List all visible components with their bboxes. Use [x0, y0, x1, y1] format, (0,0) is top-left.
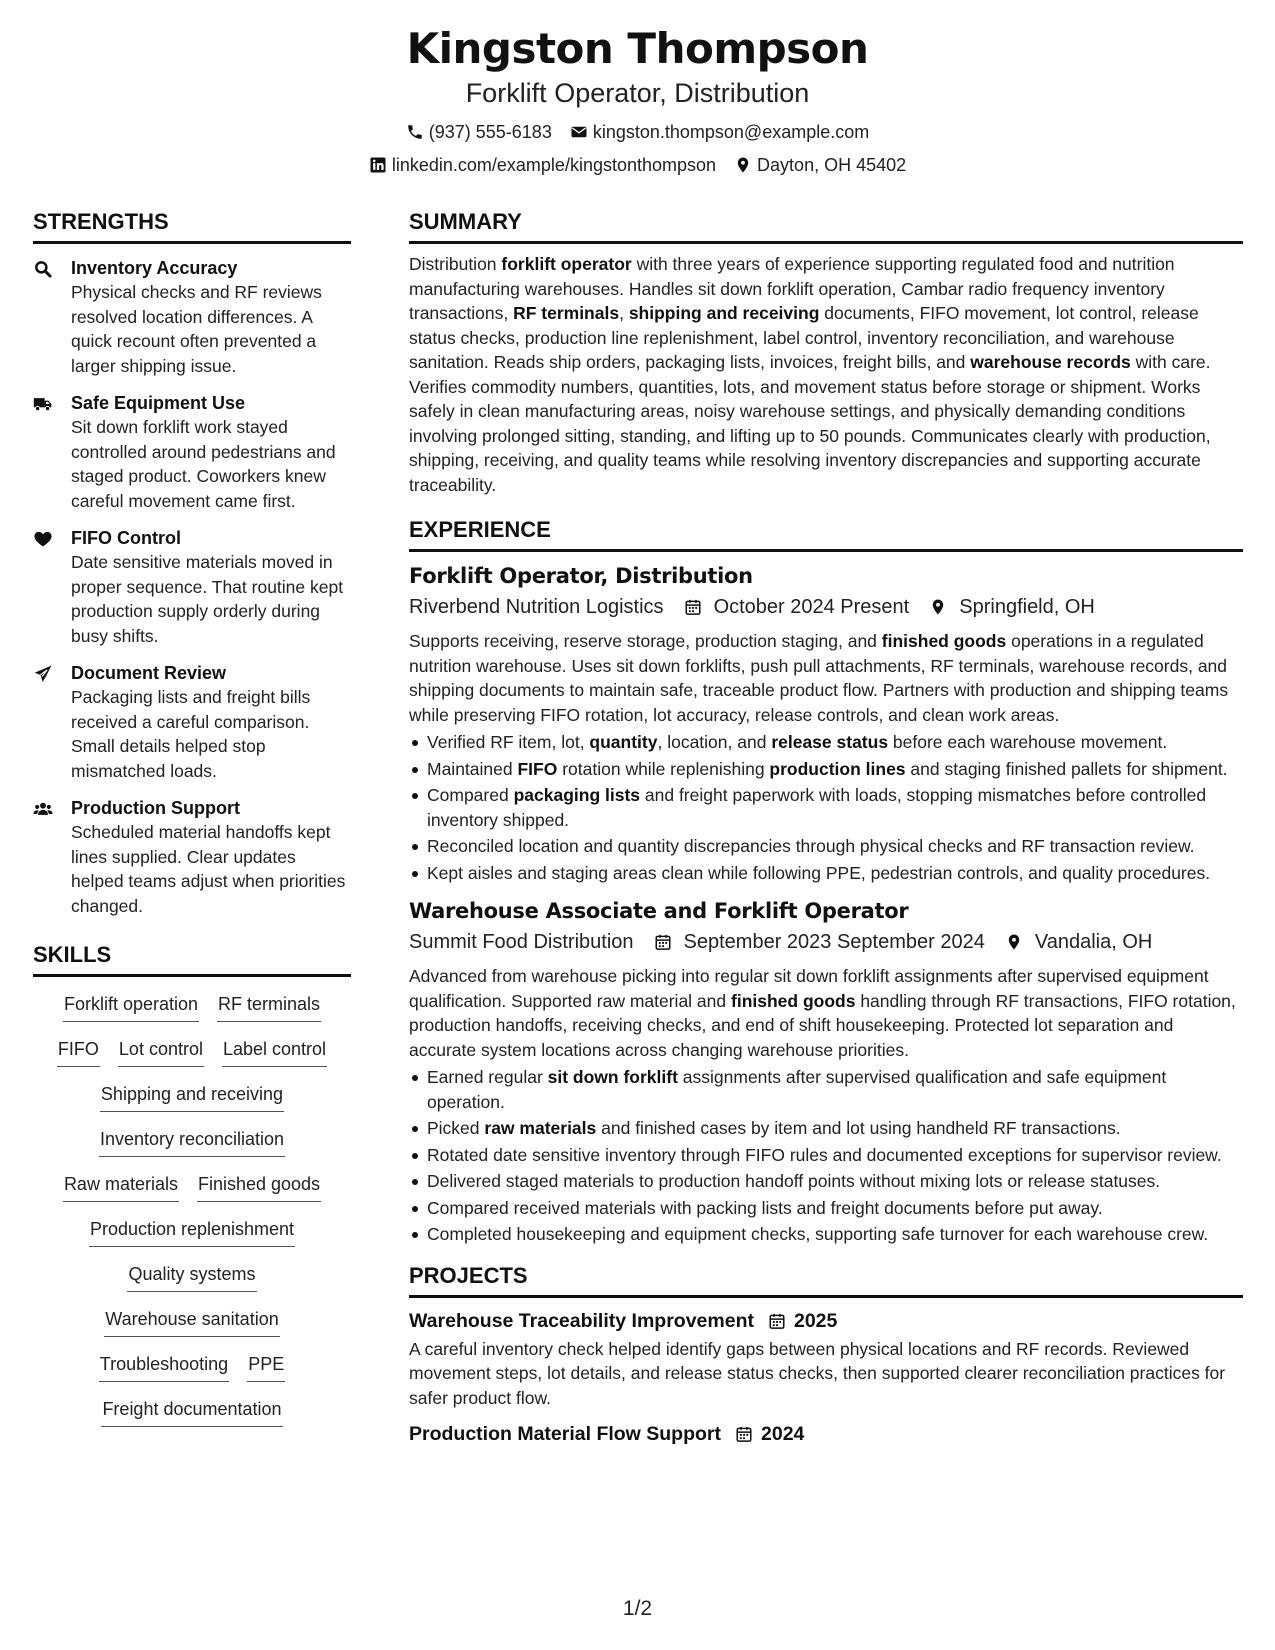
phone-text: (937) 555-6183: [428, 122, 552, 142]
email-text[interactable]: kingston.thompson@example.com: [592, 122, 870, 142]
job-bullet: Compared packaging lists and freight paperwork with loads, stopping mismatches before controlled inventory shipped.: [409, 783, 1243, 832]
contact-phone: [406, 120, 552, 144]
job-bullets: [409, 1065, 1243, 1247]
users-icon: [33, 799, 53, 819]
strength-title: FIFO Control: [71, 528, 181, 548]
map-pin-icon: [734, 156, 752, 174]
strength-text: Sit down forklift work stayed controlled around pedestrians and staged product. Coworkers knew careful movement came first.: [71, 417, 336, 511]
job-bullet: Kept aisles and staging areas clean while following PPE, pedestrian controls, and quality procedures.: [409, 861, 1243, 886]
job-bullets: [409, 730, 1243, 885]
skill-row: [33, 1261, 351, 1306]
job-dates: September 2023 September 2024: [683, 931, 985, 953]
skill-tag: Quality systems: [127, 1261, 256, 1292]
contact-location: [734, 153, 906, 177]
map-pin-icon: [1005, 933, 1023, 951]
project-title: Production Material Flow Support: [409, 1423, 721, 1445]
page-number: 1/2: [622, 1597, 653, 1620]
project-entry: [409, 1307, 1243, 1411]
candidate-title: Forklift Operator, Distribution: [465, 78, 810, 108]
strengths-list: [33, 256, 351, 918]
strength-title: Safe Equipment Use: [71, 393, 246, 413]
skill-tag: FIFO: [57, 1036, 100, 1067]
job-description: Advanced from warehouse picking into regular sit down forklift assignments after supervised equipment qualification. Supported raw material and finished goods handling through RF transactions, FIFO rotation, production handoffs, receiving checks, and end of shift housekeeping. Protected lot separation and accurate system locations across changing warehouse priorities.: [409, 966, 1236, 1060]
strength-title: Document Review: [71, 663, 227, 683]
job-bullet: Maintained FIFO rotation while replenishing production lines and staging finished pallets for shipment.: [409, 757, 1243, 782]
job-title: Warehouse Associate and Forklift Operator: [409, 899, 909, 923]
job-title: Forklift Operator, Distribution: [409, 564, 753, 588]
skill-row: [33, 1396, 351, 1441]
skill-tag: PPE: [247, 1351, 285, 1382]
job-dates: October 2024 Present: [713, 596, 910, 618]
skill-row: [33, 1126, 351, 1171]
skill-tag: Inventory reconciliation: [99, 1126, 285, 1157]
linkedin-text[interactable]: linkedin.com/example/kingstonthompson: [391, 155, 717, 175]
project-header: [409, 1420, 1243, 1448]
linkedin-icon: [369, 156, 387, 174]
skills-list: [33, 991, 351, 1441]
phone-icon: [406, 123, 424, 141]
job-bullet: Compared received materials with packing lists and freight documents before put away.: [409, 1196, 1243, 1221]
job-bullet: Rotated date sensitive inventory through FIFO rules and documented exceptions for supervisor review.: [409, 1143, 1243, 1168]
resume-header: [0, 22, 1275, 177]
calendar-icon: [735, 1425, 753, 1443]
calendar-icon: [684, 598, 702, 616]
project-entry: [409, 1420, 1243, 1448]
envelope-icon: [570, 123, 588, 141]
skill-tag: Warehouse sanitation: [104, 1306, 279, 1337]
strength-title: Production Support: [71, 798, 240, 818]
job-entry: [409, 562, 1243, 885]
project-header: [409, 1307, 1243, 1335]
calendar-icon: [654, 933, 672, 951]
skill-row: [33, 1306, 351, 1351]
job-location: Vandalia, OH: [1034, 931, 1153, 953]
skill-tag: Freight documentation: [101, 1396, 282, 1427]
skill-tag: Production replenishment: [89, 1216, 295, 1247]
skill-tag: Lot control: [118, 1036, 204, 1067]
right-column: [409, 207, 1243, 1448]
truck-icon: [33, 394, 53, 414]
job-description: Supports receiving, reserve storage, production staging, and finished goods operations in a regulated nutrition warehouse. Uses sit down forklifts, push pull attachments, RF terminals, warehouse records, and shipping documents to maintain safe, traceable product flow. Partners with production and shipping teams while preserving FIFO rotation, lot accuracy, release controls, and clean work areas.: [409, 631, 1229, 725]
skill-tag: Troubleshooting: [99, 1351, 229, 1382]
skill-row: [33, 1171, 351, 1216]
skill-tag: RF terminals: [217, 991, 321, 1022]
skill-row: [33, 1036, 351, 1081]
strength-item: [33, 796, 351, 918]
skill-tag: Forklift operation: [63, 991, 199, 1022]
strength-item: [33, 661, 351, 783]
job-entry: [409, 897, 1243, 1247]
job-bullet: Verified RF item, lot, quantity, location, and release status before each warehouse movement.: [409, 730, 1243, 755]
project-description: A careful inventory check helped identify gaps between physical locations and RF records. Reviewed movement steps, lot details, and release status checks, then supported clearer reconciliation practices for safer product flow.: [409, 1338, 1226, 1408]
contact-row-2: [0, 153, 1275, 177]
project-year: 2025: [793, 1309, 838, 1332]
skill-tag: Label control: [222, 1036, 327, 1067]
skill-row: [33, 1216, 351, 1261]
job-bullet: Completed housekeeping and equipment checks, supporting safe turnover for each warehouse crew.: [409, 1222, 1243, 1247]
strength-title: Inventory Accuracy: [71, 258, 238, 278]
contact-linkedin[interactable]: [369, 153, 716, 177]
summary-text: Distribution forklift operator with three years of experience supporting regulated food and nutrition manufacturing warehouses. Handles sit down forklift operation, Cambar radio frequency inventory transactions, RF terminals, shipping and receiving documents, FIFO movement, lot control, release status checks, production line replenishment, label control, inventory reconciliation, and warehouse sanitation. Reads ship orders, packaging lists, invoices, freight bills, and warehouse records with care. Verifies commodity numbers, quantities, lots, and movement status before storage or shipment. Works safely in clean manufacturing areas, noisy warehouse settings, and physically demanding conditions involving prolonged sitting, standing, and lifting up to 50 pounds. Communicates clearly with production, shipping, receiving, and quality teams while resolving inventory discrepancies and supporting accurate traceability.: [409, 254, 1211, 495]
contact-email[interactable]: [570, 120, 869, 144]
skill-row: [33, 1351, 351, 1396]
paper-plane-icon: [33, 664, 53, 684]
skill-row: [33, 1081, 351, 1126]
job-bullet: Earned regular sit down forklift assignments after supervised qualification and safe equipment operation.: [409, 1065, 1243, 1114]
job-bullet: Delivered staged materials to production handoff points without mixing lots or release statuses.: [409, 1169, 1243, 1194]
skill-tag: Shipping and receiving: [100, 1081, 284, 1112]
skill-tag: Finished goods: [197, 1171, 321, 1202]
contact-row-1: [0, 120, 1275, 144]
skill-row: [33, 991, 351, 1036]
strength-item: [33, 526, 351, 648]
map-pin-icon: [929, 598, 947, 616]
job-company: Summit Food Distribution: [409, 931, 634, 953]
strength-text: Scheduled material handoffs kept lines supplied. Clear updates helped teams adjust when priorities changed.: [71, 822, 346, 916]
skills-heading: SKILLS: [33, 940, 351, 977]
job-bullet: Reconciled location and quantity discrepancies through physical checks and RF transaction review.: [409, 834, 1243, 859]
project-year: 2024: [761, 1423, 805, 1445]
strength-text: Physical checks and RF reviews resolved location differences. A quick recount often prevented a larger shipping issue.: [71, 282, 322, 376]
strength-text: Packaging lists and freight bills received a careful comparison. Small details helped stop mismatched loads.: [71, 687, 311, 781]
strengths-heading: STRENGTHS: [33, 207, 351, 244]
summary-heading: SUMMARY: [409, 207, 1243, 244]
job-meta: [409, 927, 1243, 957]
candidate-name: Kingston Thompson: [406, 24, 869, 73]
projects-heading: PROJECTS: [409, 1261, 1243, 1298]
calendar-icon: [768, 1312, 786, 1330]
strength-text: Date sensitive materials moved in proper sequence. That routine kept production supply orderly during busy shifts.: [71, 552, 344, 646]
job-location: Springfield, OH: [959, 596, 1095, 618]
job-bullet: Picked raw materials and finished cases by item and lot using handheld RF transactions.: [409, 1116, 1243, 1141]
job-meta: [409, 592, 1243, 622]
search-icon: [33, 259, 53, 279]
experience-heading: EXPERIENCE: [409, 515, 1243, 552]
strength-item: [33, 256, 351, 378]
skill-tag: Raw materials: [63, 1171, 179, 1202]
project-title: Warehouse Traceability Improvement: [409, 1309, 754, 1332]
job-company: Riverbend Nutrition Logistics: [409, 596, 664, 618]
left-column: [33, 207, 351, 1441]
heart-icon: [33, 529, 53, 549]
strength-item: [33, 391, 351, 513]
location-text: Dayton, OH 45402: [757, 155, 907, 175]
